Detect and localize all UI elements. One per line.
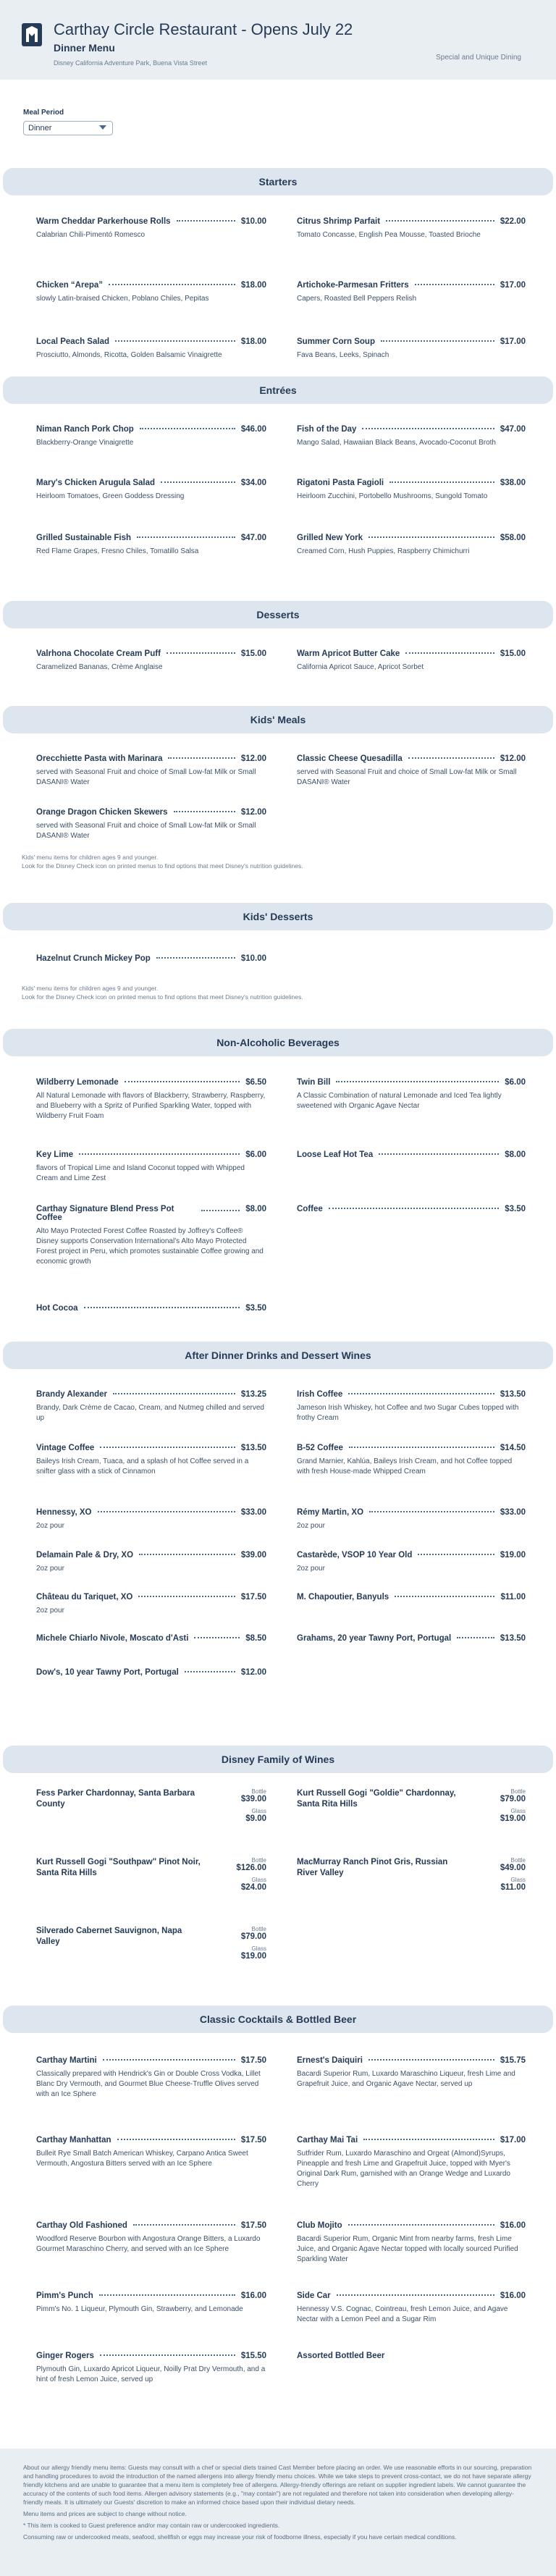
menu-item: Citrus Shrimp Parfait $22.00 Tomato Concasse, English Pea Mousse, Toasted Brioche — [297, 217, 526, 239]
allergy-disclaimer: About our allergy friendly menu items: Guests may consult with a chef or special diets trained Cast Member before placing an order. We use reasonable efforts in our sourcing, preparation and handling procedures to avoid the introduction of the named allergens into allergy friendly menu choices. While we take steps to prevent cross-contact, we do not have separate allergy friendly kitchens and are unable to guarantee that a menu item is completely free of allergens. Allergy-friendly offerings are reliant on supplier ingredient labels. We cannot guarantee the accuracy of the contents of such food items. Allergen advisory statements (e.g., "may contain") are not regulated and therefore not taken into consideration when developing allergy-friendly meals. It is ultimately our Guests' discretion to make an informed choice based upon their individual dietary needs. — [23, 2464, 532, 2506]
menu-item: Orecchiette Pasta with Marinara $12.00 served with Seasonal Fruit and choice of Small Low-fat Milk or Small DASANI® Water — [36, 754, 266, 786]
raw-food-disclaimer: Consuming raw or undercooked meats, seafood, shellfish or eggs may increase your risk of foodborne illness, especially if you have certain medical conditions. — [23, 2533, 457, 2541]
menu-item: Brandy Alexander $13.25 Brandy, Dark Crème de Cacao, Cream, and Nutmeg chilled and served up — [36, 1390, 266, 1422]
section-header: Kids' Meals — [3, 706, 553, 733]
section-header: Non-Alcoholic Beverages — [3, 1029, 553, 1056]
menu-item: Warm Cheddar Parkerhouse Rolls $10.00 Calabrian Chili-Pimentó Romesco — [36, 217, 266, 239]
wine-item: Silverado Cabernet Sauvignon, Napa Valley Bottle $79.00 Glass $19.00 — [36, 1926, 266, 1961]
menu-item: M. Chapoutier, Banyuls $11.00 — [297, 1593, 526, 1601]
section-header: Disney Family of Wines — [3, 1746, 553, 1773]
menu-item: Pimm's Punch $16.00 Pimm's No. 1 Liqueur, Plymouth Gin, Strawberry, and Lemonade — [36, 2291, 266, 2313]
menu-item: Hazelnut Crunch Mickey Pop $10.00 — [36, 954, 266, 963]
menu-item: Key Lime $6.00 flavors of Tropical Lime and Island Coconut topped with Whipped Cream and Lime Zest — [36, 1150, 266, 1182]
menu-item: Club Mojito $16.00 Bacardi Superior Rum, Organic Mint from nearby farms, fresh Lime Juice, and Organic Agave Nectar topped with locally sourced Purified Sparkling Water — [297, 2221, 526, 2263]
menu-item: B-52 Coffee $14.50 Grand Marnier, Kahlúa, Baileys Irish Cream, and hot Coffee topped with fresh House-made Whipped Cream — [297, 1444, 526, 1476]
menu-item: Assorted Bottled Beer — [297, 2352, 385, 2360]
section-desserts — [0, 601, 556, 628]
cooking-disclaimer: * This item is cooked to Guest preference and/or may contain raw or undercooked ingredients. — [23, 2522, 280, 2529]
menu-item: Delamain Pale & Dry, XO $39.00 2oz pour — [36, 1551, 266, 1573]
menu-item: Carthay Martini $17.50 Classically prepared with Hendrick's Gin or Double Cross Vodka, Lillet Blanc Dry Vermouth, and Gourmet Blue Cheese-Truffle Olives served with an Ice Sphere — [36, 2056, 266, 2098]
menu-item: Fish of the Day $47.00 Mango Salad, Hawaiian Black Beans, Avocado-Coconut Broth — [297, 425, 526, 447]
section-header: After Dinner Drinks and Dessert Wines — [3, 1342, 553, 1369]
menu-item: Castarède, VSOP 10 Year Old $19.00 2oz pour — [297, 1551, 526, 1573]
page-header — [0, 0, 556, 80]
menu-item: Summer Corn Soup $17.00 Fava Beans, Leeks, Spinach — [297, 337, 526, 359]
meal-period-label: Meal Period — [23, 109, 64, 117]
menu-item: Carthay Manhattan $17.50 Bulleit Rye Small Batch American Whiskey, Carpano Antica Sweet Vermouth, Angostura Bitters served with an Ice Sphere — [36, 2136, 266, 2168]
meal-period-select[interactable] — [23, 121, 113, 135]
meal-period-value: Dinner — [28, 124, 52, 132]
section-header: Starters — [3, 168, 553, 195]
section-starters — [0, 168, 556, 195]
chevron-down-icon — [99, 125, 106, 130]
section-header: Kids' Desserts — [3, 903, 553, 930]
wine-item: MacMurray Ranch Pinot Gris, Russian River Valley Bottle $49.00 Glass $11.00 — [297, 1857, 526, 1892]
section-after-dinner — [0, 1342, 556, 1369]
section-cocktails — [0, 2005, 556, 2033]
menu-item: Hennessy, XO $33.00 2oz pour — [36, 1508, 266, 1530]
menu-item: Michele Chiarlo Nivole, Moscato d'Asti $8.50 — [36, 1634, 266, 1643]
menu-item: Carthay Mai Tai $17.00 Sutfrider Rum, Luxardo Maraschino and Orgeat (Almond)Syrups, Pineapple and fresh Lime and Grapefruit Juice, topped with Myer's Original Dark Rum, garnished with an Orange Wedge and Luxardo Cherry — [297, 2136, 526, 2188]
menu-item: Side Car $16.00 Hennessy V.S. Cognac, Cointreau, fresh Lemon Juice, and Agave Nectar with a Lemon Peel and a Sugar Rim — [297, 2291, 526, 2323]
section-non-alcoholic — [0, 1029, 556, 1056]
menu-item: Artichoke-Parmesan Fritters $17.00 Capers, Roasted Bell Peppers Relish — [297, 281, 526, 303]
section-kids-meals — [0, 706, 556, 733]
kids-dessert-note: Kids' menu items for children ages 9 and younger. Look for the Disney Check icon on printed menus to find options that meet Disney's nutrition guidelines. — [22, 985, 303, 1001]
wine-item: Kurt Russell Gogi "Southpaw" Pinot Noir, Santa Rita Hills Bottle $126.00 Glass $24.00 — [36, 1857, 266, 1892]
menu-item: Classic Cheese Quesadilla $12.00 served with Seasonal Fruit and choice of Small Low-fat Milk or Small DASANI® Water — [297, 754, 526, 786]
menu-item: Grilled Sustainable Fish $47.00 Red Flame Grapes, Fresno Chiles, Tomatillo Salsa — [36, 534, 266, 555]
menu-item: Warm Apricot Butter Cake $15.00 California Apricot Sauce, Apricot Sorbet — [297, 649, 526, 671]
meal-period-panel — [0, 80, 556, 224]
price-disclaimer: Menu items and prices are subject to change without notice. — [23, 2510, 187, 2517]
location-text: Disney California Adventure Park, Buena Vista Street — [54, 59, 207, 67]
section-entrees — [0, 376, 556, 404]
menu-item: Grilled New York $58.00 Creamed Corn, Hush Puppies, Raspberry Chimichurri — [297, 534, 526, 555]
menu-item: Twin Bill $6.00 A Classic Combination of natural Lemonade and Iced Tea lightly sweetened with Organic Agave Nectar — [297, 1078, 526, 1110]
menu-item: Chicken “Arepa” $18.00 slowly Latin-braised Chicken, Poblano Chiles, Pepitas — [36, 281, 266, 303]
wine-item: Fess Parker Chardonnay, Santa Barbara County Bottle $39.00 Glass $9.00 — [36, 1788, 266, 1823]
menu-item: Orange Dragon Chicken Skewers $12.00 served with Seasonal Fruit and choice of Small Low-fat Milk or Small DASANI® Water — [36, 808, 266, 840]
menu-item: Niman Ranch Pork Chop $46.00 Blackberry-Orange Vinaigrette — [36, 425, 266, 447]
menu-item: Local Peach Salad $18.00 Prosciutto, Almonds, Ricotta, Golden Balsamic Vinaigrette — [36, 337, 266, 359]
kids-note: Kids' menu items for children ages 9 and younger. Look for the Disney Check icon on printed menus to find options that meet Disney's nutrition guidelines. — [22, 854, 303, 870]
menu-item: Wildberry Lemonade $6.50 All Natural Lemonade with flavors of Blackberry, Strawberry, Raspberry, and Blueberry with a Spritz of Purified Sparkling Water, topped with Wildberry Fruit Foam — [36, 1078, 266, 1120]
menu-item: Rigatoni Pasta Fagioli $38.00 Heirloom Zucchini, Portobello Mushrooms, Sungold Tomato — [297, 479, 526, 500]
menu-item: Carthay Signature Blend Press Pot Coffee $8.00 Alto Mayo Protected Forest Coffee Roasted by Joffrey's Coffee® Disney supports Conservation International's Alto Mayo Protected Forest project in Peru, which promotes sustainable Coffee growing and economic growth — [36, 1205, 266, 1266]
dining-type-tag: Special and Unique Dining — [436, 54, 521, 62]
menu-item: Coffee $3.50 — [297, 1205, 526, 1213]
section-wines — [0, 1746, 556, 1773]
page-subtitle: Dinner Menu — [54, 42, 115, 54]
menu-item: Carthay Old Fashioned $17.50 Woodford Reserve Bourbon with Angostura Orange Bitters, a Luxardo Gourmet Maraschino Cherry, and served with an Ice Sphere — [36, 2221, 266, 2253]
menu-item: Ernest's Daiquiri $15.75 Bacardi Superior Rum, Luxardo Maraschino Liqueur, fresh Lime and Grapefruit Juice, and Organic Agave Nectar, served up — [297, 2056, 526, 2088]
section-header: Desserts — [3, 601, 553, 628]
menu-item: Mary's Chicken Arugula Salad $34.00 Heirloom Tomatoes, Green Goddess Dressing — [36, 479, 266, 500]
menu-item: Loose Leaf Hot Tea $8.00 — [297, 1150, 526, 1159]
menu-item: Rémy Martin, XO $33.00 2oz pour — [297, 1508, 526, 1530]
menu-item: Irish Coffee $13.50 Jameson Irish Whiskey, hot Coffee and two Sugar Cubes topped with frothy Cream — [297, 1390, 526, 1422]
menu-item: Valrhona Chocolate Cream Puff $15.00 Caramelized Bananas, Crème Anglaise — [36, 649, 266, 671]
wine-item: Kurt Russell Gogi "Goldie" Chardonnay, Santa Rita Hills Bottle $79.00 Glass $19.00 — [297, 1788, 526, 1823]
page-title: Carthay Circle Restaurant - Opens July 22 — [54, 20, 353, 38]
section-header: Entrées — [3, 376, 553, 404]
menu-item: Dow's, 10 year Tawny Port, Portugal $12.00 — [36, 1668, 266, 1677]
section-kids-desserts — [0, 903, 556, 930]
menu-item: Ginger Rogers $15.50 Plymouth Gin, Luxardo Apricot Liqueur, Noilly Prat Dry Vermouth, and a hint of fresh Lemon Juice, served up — [36, 2352, 266, 2383]
restaurant-logo-icon — [22, 23, 42, 46]
page-footer — [0, 2449, 556, 2576]
section-header: Classic Cocktails & Bottled Beer — [3, 2005, 553, 2033]
menu-item: Château du Tariquet, XO $17.50 2oz pour — [36, 1593, 266, 1615]
menu-item: Hot Cocoa $3.50 — [36, 1304, 266, 1313]
menu-item: Vintage Coffee $13.50 Baileys Irish Cream, Tuaca, and a splash of hot Coffee served in a snifter glass with a stick of Cinnamon — [36, 1444, 266, 1476]
menu-item: Grahams, 20 year Tawny Port, Portugal $13.50 — [297, 1634, 526, 1643]
